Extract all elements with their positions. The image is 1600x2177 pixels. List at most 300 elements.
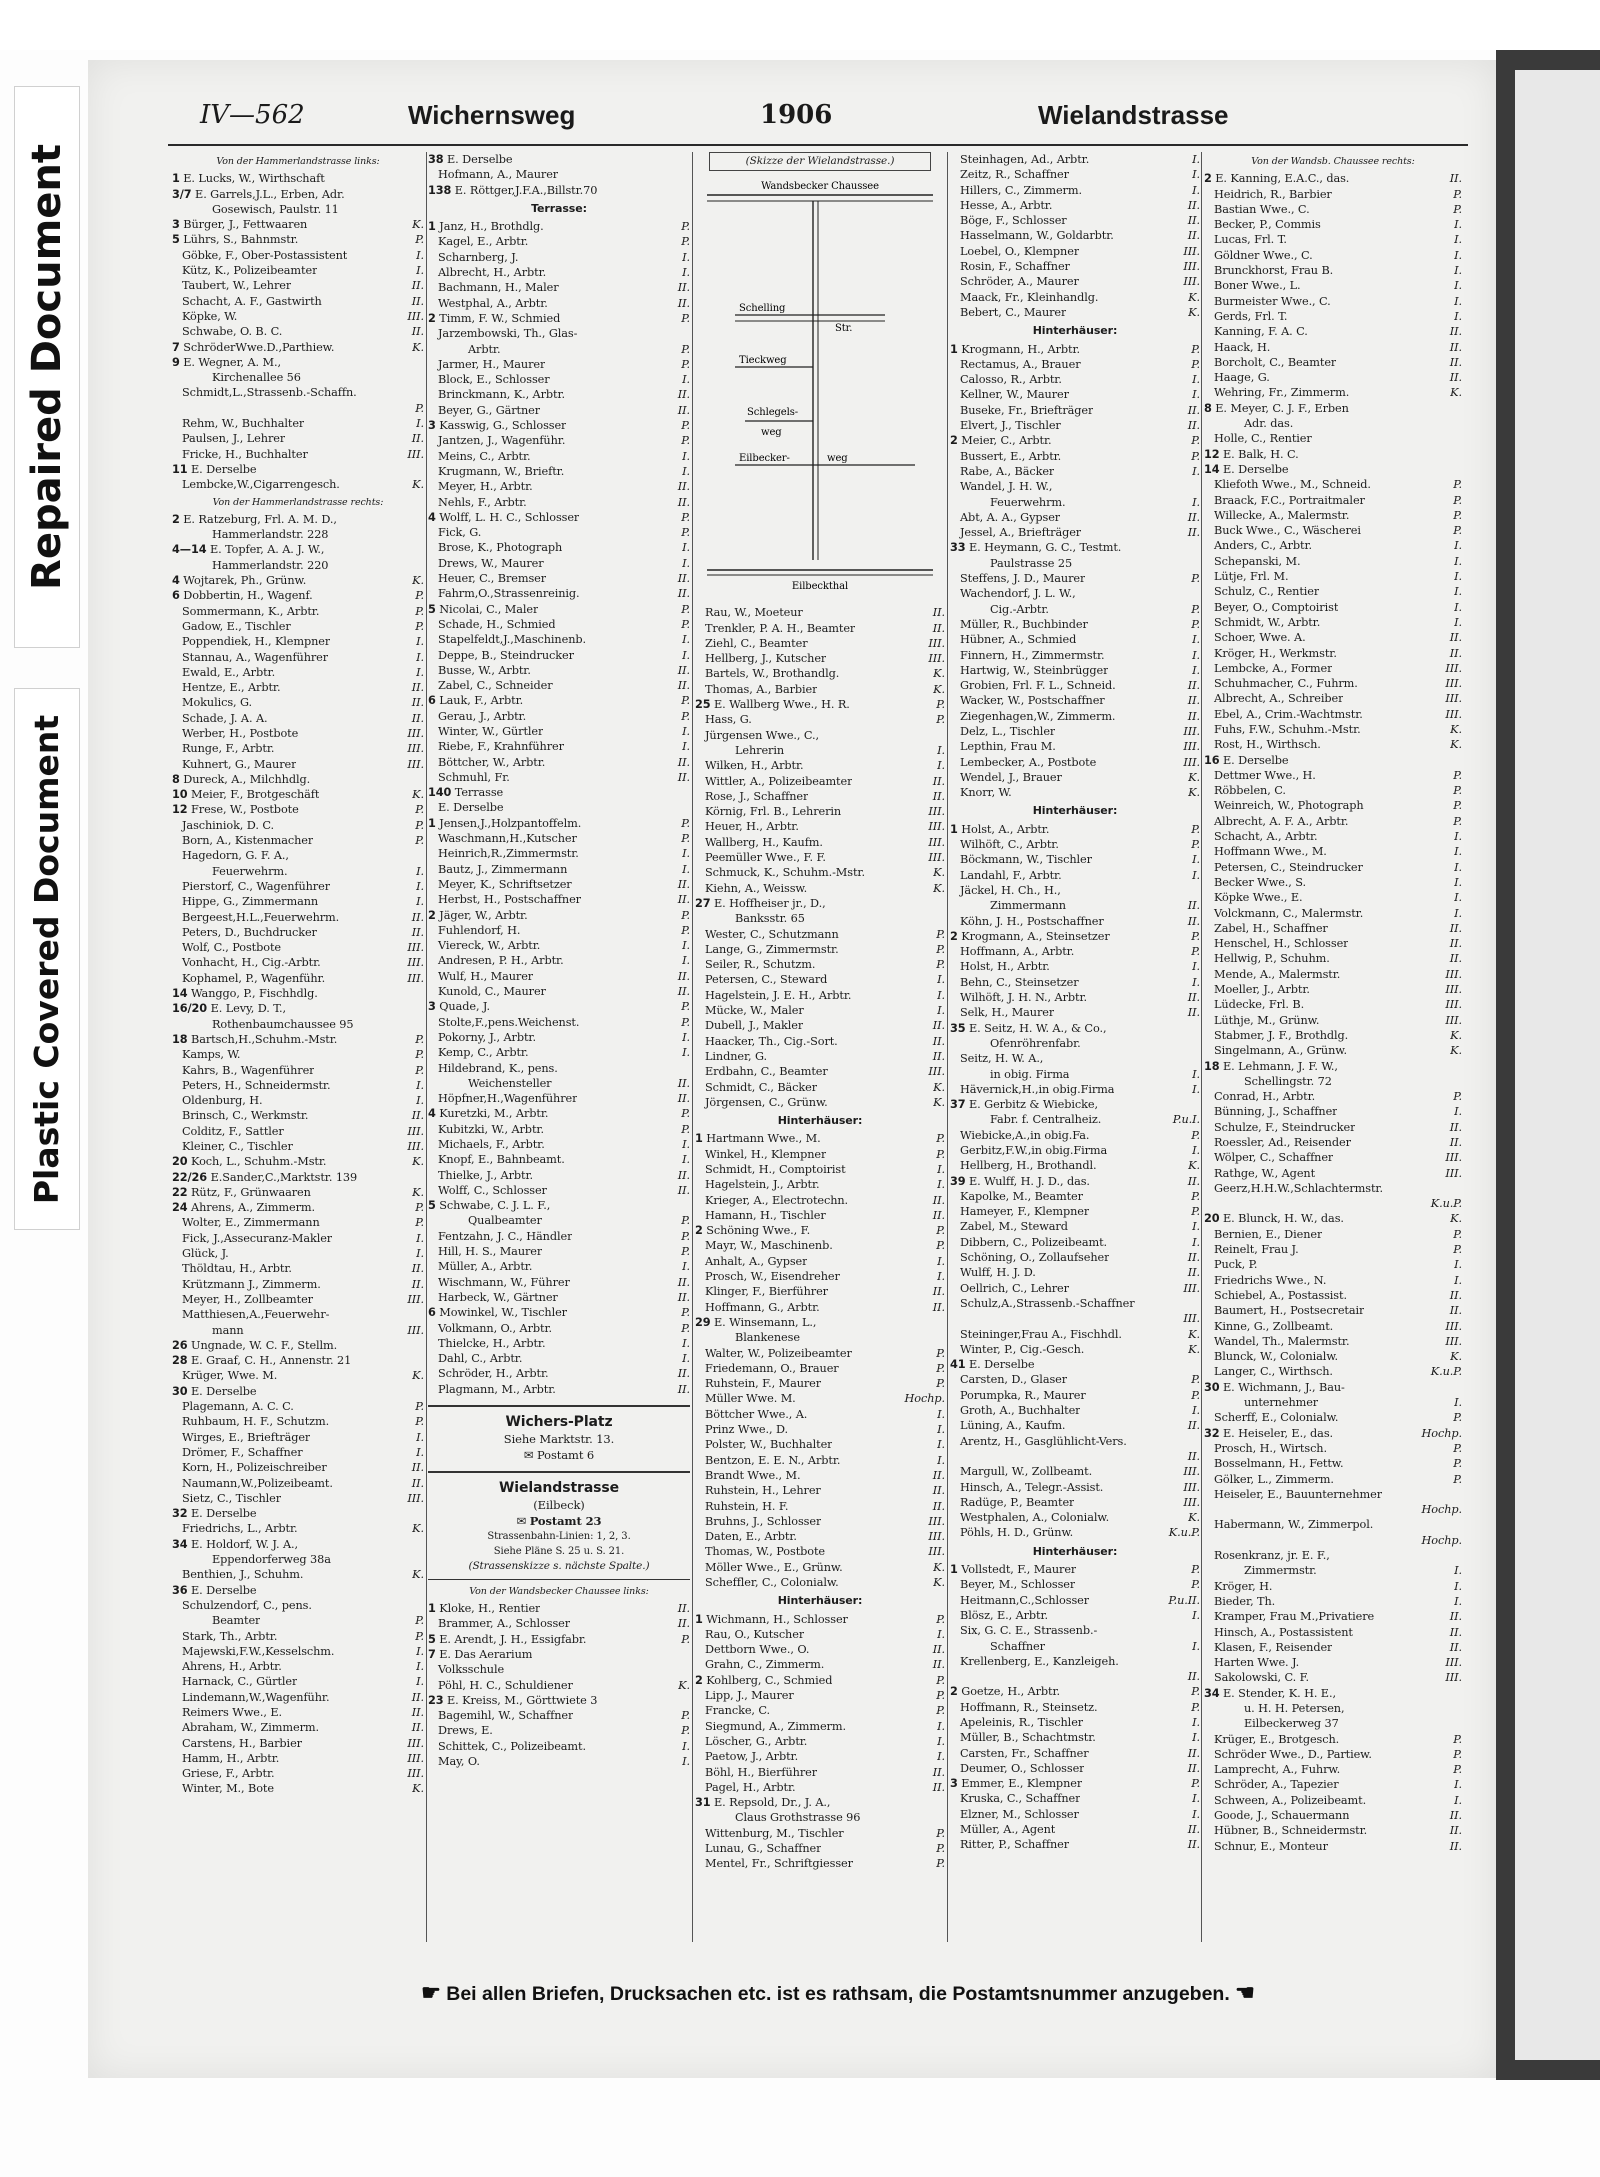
entry-text: Wirges, E., Briefträger (182, 1430, 311, 1444)
entry-text: Jarmer, H., Maurer (438, 357, 546, 371)
entry-text: Paulstrasse 25 (990, 556, 1073, 570)
floor-code: P. (681, 1122, 690, 1136)
floor-code: II. (932, 1300, 945, 1314)
entry-text: Plagemann, A. C. C. (182, 1400, 294, 1414)
floor-code: II. (1187, 510, 1200, 524)
entry-text: Conrad, H., Arbtr. (1214, 1090, 1316, 1104)
house-number: 22 (172, 1185, 188, 1199)
entry-text: E. Röttger,J.F.A.,Billstr.70 (454, 183, 598, 197)
top-margin (0, 0, 1600, 50)
directory-entry (1204, 248, 1462, 263)
floor-code: I. (682, 556, 690, 570)
entry-text: E.Sander,C.,Marktstr. 139 (210, 1170, 358, 1184)
directory-entry (695, 1780, 945, 1795)
entry-text: Köpke, W. (182, 309, 238, 323)
entry-text: Drews, W., Maurer (438, 556, 544, 570)
entry-text: Wendel, J., Brauer (960, 770, 1062, 784)
floor-code: K. (1188, 770, 1200, 784)
floor-code: I. (416, 264, 424, 278)
floor-code: P. (1191, 1578, 1200, 1592)
directory-entry (1204, 217, 1462, 232)
directory-entry (428, 1662, 690, 1677)
floor-code: P.u.I. (1172, 1113, 1200, 1127)
directory-entry (172, 1552, 424, 1567)
entry-text: Hoffmann, G., Arbtr. (705, 1300, 820, 1314)
directory-entry (1204, 493, 1462, 508)
entry-text: Heinrich,R.,Zimmermstr. (438, 847, 579, 861)
house-number: 7 (428, 1647, 436, 1661)
directory-entry (172, 1567, 424, 1582)
floor-code: I. (1192, 1220, 1200, 1234)
directory-entry (950, 540, 1200, 555)
entry-text: Lüning, A., Kaufm. (960, 1419, 1066, 1433)
entry-text: Taubert, W., Lehrer (182, 279, 292, 293)
entry-text: Kanning, F. A. C. (1214, 325, 1308, 339)
floor-code: I. (1454, 539, 1462, 553)
directory-entry (695, 1147, 945, 1162)
entry-text: Goode, J., Schauermann (1214, 1809, 1350, 1823)
floor-code: I. (1454, 1793, 1462, 1807)
column-3 (695, 152, 945, 1942)
directory-entry (950, 1143, 1200, 1158)
floor-code: K. (933, 682, 945, 696)
directory-entry (695, 865, 945, 880)
directory-entry (950, 525, 1200, 540)
directory-entry (1204, 1762, 1462, 1777)
floor-code: P. (936, 1346, 945, 1360)
directory-entry (172, 1736, 424, 1751)
house-number: 36 (172, 1583, 188, 1597)
entry-text: E. Topfer, A. A. J. W., (209, 543, 325, 557)
directory-entry (950, 944, 1200, 959)
directory-entry (172, 772, 424, 787)
entry-text: Langer, C., Wirthsch. (1214, 1365, 1333, 1379)
directory-entry (172, 1491, 424, 1506)
entry-text: Stannau, A., Wagenführer (182, 650, 329, 664)
entry-text: Grahn, C., Zimmerm. (705, 1658, 825, 1672)
entry-text: Schwabe, O. B. C. (182, 325, 283, 339)
directory-entry (695, 1703, 945, 1718)
floor-code: P. (1191, 838, 1200, 852)
directory-entry (950, 1388, 1200, 1403)
entry-text: Hävernick,H.,in obig.Firma (960, 1082, 1115, 1096)
floor-code: K. (1450, 1212, 1462, 1226)
entry-text: Knopf, E., Bahnbeamt. (438, 1153, 565, 1167)
floor-code: II. (677, 755, 690, 769)
floor-code: P. (936, 1377, 945, 1391)
entry-text: E. Wallberg Wwe., H. R. (714, 698, 850, 712)
entry-text: Cig.-Arbtr. (990, 602, 1049, 616)
entry-text: Blunck, W., Colonialw. (1214, 1350, 1339, 1364)
entry-text: Baumert, H., Postsecretair (1214, 1304, 1365, 1318)
directory-entry (950, 868, 1200, 883)
entry-text: Abt, A. A., Gypser (960, 510, 1061, 524)
floor-code: III. (1183, 244, 1200, 258)
entry-text: Arbtr. (468, 342, 501, 356)
entry-text: Carstens, H., Barbier (182, 1736, 302, 1750)
floor-code: I. (1192, 633, 1200, 647)
directory-entry (950, 1480, 1200, 1495)
entry-text: Petersen, C., Steward (705, 973, 828, 987)
floor-code: K. (412, 1185, 424, 1199)
floor-code: III. (928, 820, 945, 834)
entry-text: E. Derselbe (191, 1507, 257, 1521)
floor-code: P. (415, 834, 424, 848)
floor-code: P.u.II. (1168, 1593, 1200, 1607)
directory-entry (428, 1229, 690, 1244)
directory-entry (428, 464, 690, 479)
directory-entry (428, 1616, 690, 1631)
floor-code: II. (1449, 1625, 1462, 1639)
entry-text: Ruhbaum, H. F., Schutzm. (182, 1415, 330, 1429)
directory-entry (950, 1051, 1200, 1066)
entry-text: Prosch, W., Eisendreher (705, 1270, 840, 1284)
directory-entry (695, 1018, 945, 1033)
directory-entry (695, 1223, 945, 1238)
directory-entry (1204, 1150, 1462, 1165)
entry-text: Korn, H., Polizeischreiber (182, 1461, 327, 1475)
entry-text: Volkmann, O., Arbtr. (438, 1321, 553, 1335)
entry-text: Schittek, C., Polizeibeamt. (438, 1739, 586, 1753)
directory-entry (950, 152, 1200, 167)
house-number: 2 (695, 1673, 703, 1687)
entry-text: Feuerwehrm. (212, 864, 288, 878)
house-number: 18 (172, 1032, 188, 1046)
floor-code: I. (682, 724, 690, 738)
floor-code: III. (407, 309, 424, 323)
floor-code: II. (1449, 340, 1462, 354)
floor-code: II. (411, 696, 424, 710)
floor-code: P. (936, 1147, 945, 1161)
directory-entry (428, 785, 690, 800)
floor-code: P. (415, 1063, 424, 1077)
floor-code: II. (1187, 214, 1200, 228)
floor-code: II. (1187, 229, 1200, 243)
floor-code: I. (1454, 279, 1462, 293)
entry-text: Reinelt, Frau J. (1214, 1243, 1299, 1257)
floor-code: I. (1192, 153, 1200, 166)
entry-text: Calosso, R., Arbtr. (960, 373, 1062, 387)
directory-entry (1204, 1747, 1462, 1762)
side-heading: Von der Hammerlandstrasse links: (216, 156, 380, 167)
directory-entry (172, 527, 424, 542)
entry-text: Drömer, F., Schaffner (182, 1445, 303, 1459)
entry-text: Weichensteller (468, 1076, 552, 1090)
entry-text: Fuhlendorf, H. (438, 923, 521, 937)
floor-code: II. (1449, 325, 1462, 339)
directory-entry (428, 892, 690, 907)
entry-text: Fahrm,O.,Strassenreinig. (438, 587, 580, 601)
directory-entry (1204, 676, 1462, 691)
directory-entry (172, 1613, 424, 1628)
house-number: 3 (428, 1000, 436, 1014)
entry-text: Weinreich, W., Photograph (1214, 799, 1364, 813)
entry-text: Dureck, A., Milchhdlg. (183, 772, 311, 786)
directory-entry (1204, 1257, 1462, 1272)
entry-text: Eppendorferweg 38a (212, 1553, 331, 1567)
floor-code: I. (937, 1162, 945, 1176)
directory-entry (1204, 569, 1462, 584)
directory-entry (172, 1185, 424, 1200)
entry-text: Hoffmann, A., Arbtr. (960, 945, 1075, 959)
entry-text: Kagel, E., Arbtr. (438, 235, 529, 249)
floor-code: I. (1192, 1639, 1200, 1653)
floor-code: P. (936, 958, 945, 972)
directory-entry (1204, 967, 1462, 982)
directory-entry (172, 1598, 424, 1613)
directory-entry (695, 1193, 945, 1208)
directory-entry (428, 403, 690, 418)
entry-text: Eilbeckerweg 37 (1244, 1717, 1339, 1731)
floor-code: I. (1454, 600, 1462, 614)
directory-entry (695, 942, 945, 957)
directory-entry (428, 846, 690, 861)
directory-entry (950, 586, 1200, 601)
entry-text: Knorr, W. (960, 786, 1012, 800)
directory-entry (172, 171, 424, 186)
directory-entry (1204, 691, 1462, 706)
entry-text: Schiebel, A., Postassist. (1214, 1288, 1347, 1302)
directory-entry (1204, 1594, 1462, 1609)
floor-code: I. (416, 864, 424, 878)
entry-text: Schuhmacher, C., Fuhrm. (1214, 677, 1358, 691)
entry-text: Wölper, C., Schaffner (1214, 1151, 1334, 1165)
directory-entry (950, 1219, 1200, 1234)
directory-entry (950, 1776, 1200, 1791)
directory-entry (1204, 1609, 1462, 1624)
entry-text: Schmidt, W., Arbtr. (1214, 615, 1321, 629)
entry-text: Landahl, F., Arbtr. (960, 868, 1062, 882)
entry-text: Thielke, J., Arbtr. (438, 1168, 534, 1182)
directory-entry (1204, 906, 1462, 921)
entry-text: Böckmann, W., Tischler (960, 853, 1092, 867)
floor-code: P. (1453, 1763, 1462, 1777)
directory-entry (1204, 584, 1462, 599)
directory-entry (1204, 1242, 1462, 1257)
floor-code: I. (937, 1734, 945, 1748)
directory-entry (1204, 1380, 1462, 1395)
entry-text: Meier, F., Brotgeschäft (191, 788, 320, 802)
entry-text: Schade, J. A. A. (182, 711, 268, 725)
floor-code: II. (1187, 694, 1200, 708)
floor-code: P. (936, 1842, 945, 1856)
directory-entry (950, 571, 1200, 586)
floor-code: I. (1454, 264, 1462, 278)
entry-text: Hartwig, W., Steinbrügger (960, 663, 1109, 677)
house-number: 20 (172, 1155, 188, 1169)
directory-entry (695, 896, 945, 911)
entry-text: Sietz, C., Tischler (182, 1491, 282, 1505)
entry-text: Gerds, Frl. T. (1214, 309, 1288, 323)
floor-code: II. (1187, 1823, 1200, 1837)
column-divider (692, 152, 693, 1942)
entry-text: Hameyer, F., Klempner (960, 1205, 1090, 1219)
floor-code: P. (1191, 1388, 1200, 1402)
directory-entry (950, 1608, 1200, 1623)
directory-entry (428, 693, 690, 708)
entry-text: Margull, W., Zollbeamt. (960, 1465, 1093, 1479)
floor-code: II. (677, 480, 690, 494)
floor-code: P. (415, 604, 424, 618)
floor-code: P. (415, 803, 424, 817)
entry-text: Peters, D., Buchdrucker (182, 925, 317, 939)
entry-text: Pokorny, J., Arbtr. (438, 1030, 536, 1044)
house-number: 1 (695, 1132, 703, 1146)
floor-code: I. (1192, 663, 1200, 677)
entry-text: Steffens, J. D., Maurer (960, 572, 1086, 586)
floor-code: II. (1449, 1839, 1462, 1853)
entry-text: Wachendorf, J. L. W., (960, 587, 1076, 601)
directory-entry (695, 1407, 945, 1422)
directory-entry (172, 1017, 424, 1032)
entry-text: Harten Wwe. J. (1214, 1656, 1300, 1670)
street-sketch-map (695, 175, 945, 605)
house-number: 9 (172, 355, 180, 369)
entry-text: Becker, P., Commis (1214, 218, 1321, 232)
entry-text: Lange, G., Zimmermstr. (705, 942, 839, 956)
floor-code: K. (412, 1155, 424, 1169)
entry-text: Fick, J.,Assecuranz-Makler (182, 1231, 333, 1245)
directory-entry (172, 1629, 424, 1644)
floor-code: K. (1450, 1350, 1462, 1364)
house-number: 1 (428, 816, 436, 830)
entry-text: E. Derselbe (1223, 462, 1289, 476)
floor-code: I. (416, 1247, 424, 1261)
floor-code: P. (1191, 449, 1200, 463)
directory-entry (428, 1305, 690, 1320)
floor-code: P. (681, 1000, 690, 1014)
entry-text: Kuhnert, G., Maurer (182, 757, 297, 771)
directory-entry (695, 1795, 945, 1810)
entry-text: Boner Wwe., L. (1214, 279, 1301, 293)
floor-code: III. (1183, 724, 1200, 738)
floor-code: II. (1187, 1251, 1200, 1265)
house-number: 1 (428, 220, 436, 234)
entry-text: Hellwig, P., Schuhm. (1214, 952, 1330, 966)
floor-code: I. (1192, 1731, 1200, 1745)
directory-entry (950, 709, 1200, 724)
entry-text: Hippe, G., Zimmermann (182, 895, 319, 909)
entry-text: Zimmermann (990, 899, 1066, 913)
entry-text: Deppe, B., Steindrucker (438, 648, 574, 662)
directory-entry (1204, 1456, 1462, 1471)
floor-code: P. (415, 1629, 424, 1643)
floor-code: III. (1445, 967, 1462, 981)
entry-text: Röbbelen, C. (1214, 784, 1286, 798)
entry-text: Lüdecke, Frl. B. (1214, 998, 1305, 1012)
floor-code: II. (411, 325, 424, 339)
floor-code: P. (681, 1107, 690, 1121)
entry-text: E. Derselbe (191, 1384, 257, 1398)
wichers-platz-heading: Wichers-Platz (505, 1414, 613, 1431)
entry-text: SchröderWwe.D.,Parthiew. (183, 340, 335, 354)
directory-entry (172, 1353, 424, 1368)
floor-code: P. (415, 233, 424, 247)
floor-code: I. (682, 1260, 690, 1274)
directory-entry (695, 1034, 945, 1049)
plastic-covered-label (14, 688, 80, 1230)
house-number: 23 (428, 1693, 444, 1707)
floor-code: III. (1445, 983, 1462, 997)
directory-entry (428, 1168, 690, 1183)
entry-text: Kasswig, G., Schlosser (439, 419, 567, 433)
entry-text: Kubitzki, W., Arbtr. (438, 1122, 544, 1136)
directory-entry (172, 741, 424, 756)
floor-code: II. (677, 1183, 690, 1197)
floor-code: P. (681, 1306, 690, 1320)
house-number: 6 (172, 589, 180, 603)
directory-entry (172, 248, 424, 263)
house-number: 7 (172, 340, 180, 354)
entry-text: Scherff, E., Colonialw. (1214, 1411, 1339, 1425)
entry-text: Müller, R., Buchbinder (960, 617, 1088, 631)
directory-entry (695, 1749, 945, 1764)
directory-entry (950, 510, 1200, 525)
floor-code: P. (681, 235, 690, 249)
directory-entry (695, 1391, 945, 1406)
floor-code: K. (933, 1080, 945, 1094)
floor-code: III. (1445, 661, 1462, 675)
directory-entry (1204, 1349, 1462, 1364)
wichers-platz-postamt: ✉ Postamt 6 (523, 1447, 595, 1462)
section-heading: Hinterhäuser: (1032, 324, 1118, 338)
wielandstrasse-entries (428, 1601, 690, 1769)
directory-entry (695, 1612, 945, 1627)
floor-code: I. (682, 847, 690, 861)
directory-entry (1204, 1334, 1462, 1349)
floor-code: I. (937, 1178, 945, 1192)
directory-entry (428, 479, 690, 494)
floor-code: II. (677, 296, 690, 310)
map-label-eilbecker: Eilbecker- (739, 453, 790, 465)
entry-text: Deumer, O., Schlosser (960, 1761, 1085, 1775)
directory-entry (695, 1080, 945, 1095)
floor-code: II. (1449, 1809, 1462, 1823)
directory-entry (172, 1246, 424, 1261)
floor-code: I. (416, 1430, 424, 1444)
floor-code: K. (1188, 305, 1200, 319)
directory-entry (950, 739, 1200, 754)
floor-code: II. (932, 1643, 945, 1657)
house-number: 12 (1204, 447, 1220, 461)
directory-entry (1204, 1502, 1462, 1517)
directory-entry (428, 250, 690, 265)
entry-text: E. Graaf, C. H., Annenstr. 21 (191, 1354, 352, 1368)
directory-entry (950, 1265, 1200, 1280)
floor-code: K. (1188, 1511, 1200, 1525)
footer-text: Bei allen Briefen, Drucksachen etc. ist es rathsam, die Postamtsnummer anzugeben. (446, 1983, 1230, 2005)
floor-code: P. (1453, 1411, 1462, 1425)
floor-code: P. (936, 1224, 945, 1238)
directory-entry (950, 1715, 1200, 1730)
directory-entry (172, 971, 424, 986)
entry-text: Hellberg, J., Kutscher (705, 652, 827, 666)
directory-entry (950, 213, 1200, 228)
directory-entry (950, 1700, 1200, 1715)
floor-code: P. (1191, 1205, 1200, 1219)
entry-text: Wolff, C., Schlosser (438, 1183, 547, 1197)
floor-code: II. (411, 681, 424, 695)
entry-text: Bürger, J., Fettwaaren (183, 218, 308, 232)
directory-entry (695, 850, 945, 865)
entry-text: Krüger, E., Brotgesch. (1214, 1732, 1340, 1746)
directory-entry (172, 217, 424, 232)
floor-code: P. (1191, 945, 1200, 959)
floor-code: P. (415, 589, 424, 603)
floor-code: I. (1454, 218, 1462, 232)
directory-entry (1204, 829, 1462, 844)
entry-text: Jäckel, H. Ch., H., (960, 883, 1061, 897)
